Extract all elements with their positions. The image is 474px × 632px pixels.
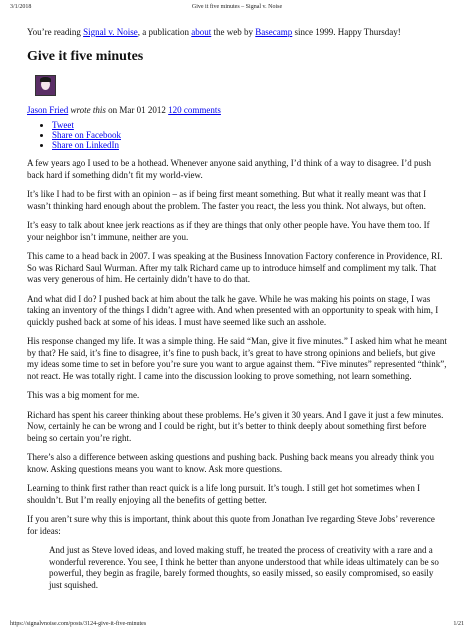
article-title: Give it five minutes — [27, 49, 144, 64]
print-url: https://signalvnoise.com/posts/3124-give-it-five-minutes — [10, 621, 147, 627]
tweet-link[interactable]: Tweet — [52, 120, 74, 130]
print-date: 3/1/2018 — [10, 4, 32, 10]
article-paragraph: There’s also a difference between asking questions and pushing back. Pushing back means you already think you know. Asking questions means you want to know. Ask more questions. — [27, 452, 434, 474]
avatar-hair — [40, 77, 51, 82]
print-header — [10, 4, 464, 14]
print-footer — [10, 618, 464, 627]
publication-link[interactable]: Signal v. Noise — [83, 27, 138, 37]
article-paragraph: It’s easy to talk about knee jerk reactions as if they are things that only other people have. You have them too. If your neighbor isn’t immune, neither are you. — [27, 220, 430, 242]
article-paragraph: And what did I do? I pushed back at him about the talk he gave. While he was making his points on stage, I was taking an inventory of the things I didn’t agree with. And when presented with an opportunity to speak with him, I quickly pushed back at some of his ideas. I must have seemed like such an asshole. — [27, 293, 439, 327]
author-link[interactable]: Jason Fried — [27, 105, 69, 115]
author-avatar[interactable] — [35, 75, 56, 96]
article-paragraph: Learning to think first rather than react quick is a life long pursuit. It’s tough. I still get hot sometimes when I shouldn’t. But I’m really enjoying all the benefits of getting better. — [27, 483, 421, 505]
intro-text-3: the web by — [211, 27, 256, 37]
page-content — [27, 26, 447, 591]
comments-link[interactable]: 120 comments — [168, 105, 221, 115]
intro-text-4: since 1999. Happy Thursday! — [292, 27, 401, 37]
share-linkedin-link[interactable]: Share on LinkedIn — [52, 140, 119, 150]
post-date: on Mar 01 2012 — [105, 105, 169, 115]
intro-text-2: , a publication — [137, 27, 192, 37]
basecamp-link[interactable]: Basecamp — [255, 27, 293, 37]
article-paragraph: This was a big moment for me. — [27, 390, 140, 400]
wrote-text: wrote this — [68, 105, 106, 115]
byline — [27, 105, 447, 116]
share-item-linkedin — [52, 140, 447, 150]
intro-text-1: You’re reading — [27, 27, 84, 37]
ive-quote: And just as Steve loved ideas, and loved making stuff, he treated the process of creativity with a rare and a wonderful reverence. You see, I think he better than anyone understood that while ideas ultimately can be so powerful, they begin as fragile, barely formed thoughts, so easily missed, so easily compromised, so easily just squished. — [49, 545, 439, 590]
print-page-title: Give it five minutes – Signal v. Noise — [191, 4, 283, 10]
share-facebook-link[interactable]: Share on Facebook — [52, 130, 121, 140]
article-paragraph: A few years ago I used to be a hothead. Whenever anyone said anything, I’d think of a way to disagree. I’d push back hard if something didn’t fit my world-view. — [27, 158, 431, 180]
share-item-facebook — [52, 130, 447, 140]
share-item-tweet — [52, 120, 447, 130]
about-link[interactable]: about — [191, 27, 212, 37]
article-paragraph: If you aren’t sure why this is important, think about this quote from Jonathan Ive regarding Steve Jobs’ reverence for ideas: — [27, 514, 435, 536]
article-paragraph: This came to a head back in 2007. I was speaking at the Business Innovation Factory conference in Providence, RI. So was Richard Saul Wurman. After my talk Richard came up to introduce himself and compliment my talk. That was very generous of him. He certainly didn’t have to do that. — [27, 251, 443, 284]
intro-line — [27, 26, 447, 38]
print-page-number: 1/21 — [453, 621, 464, 627]
article-paragraph: It’s like I had to be first with an opinion – as if being first meant something. But what it really meant was that I wasn’t thinking hard enough about the problem. The faster you react, the less you think. Not always, but often. — [27, 189, 427, 211]
share-list — [27, 120, 447, 150]
article-paragraph: His response changed my life. It was a simple thing. He said “Man, give it five minutes.” I asked him what he meant by that? He said, it’s fine to disagree, it’s fine to push back, it’s great to have strong opinions and beliefs, but give my ideas some time to set in before you’re sure you want to argue against them. “Five minutes” represented “think”, not react. He was totally right. I came into the discussion looking to prove something, not learn something. — [27, 336, 447, 381]
article-body — [27, 158, 447, 591]
article-paragraph: Richard has spent his career thinking about these problems. He’s given it 30 years. And I gave it just a few minutes. Now, certainly he can be wrong and I could be right, but it’s better to think deeply about something first before being so certain you’re right. — [27, 409, 444, 443]
